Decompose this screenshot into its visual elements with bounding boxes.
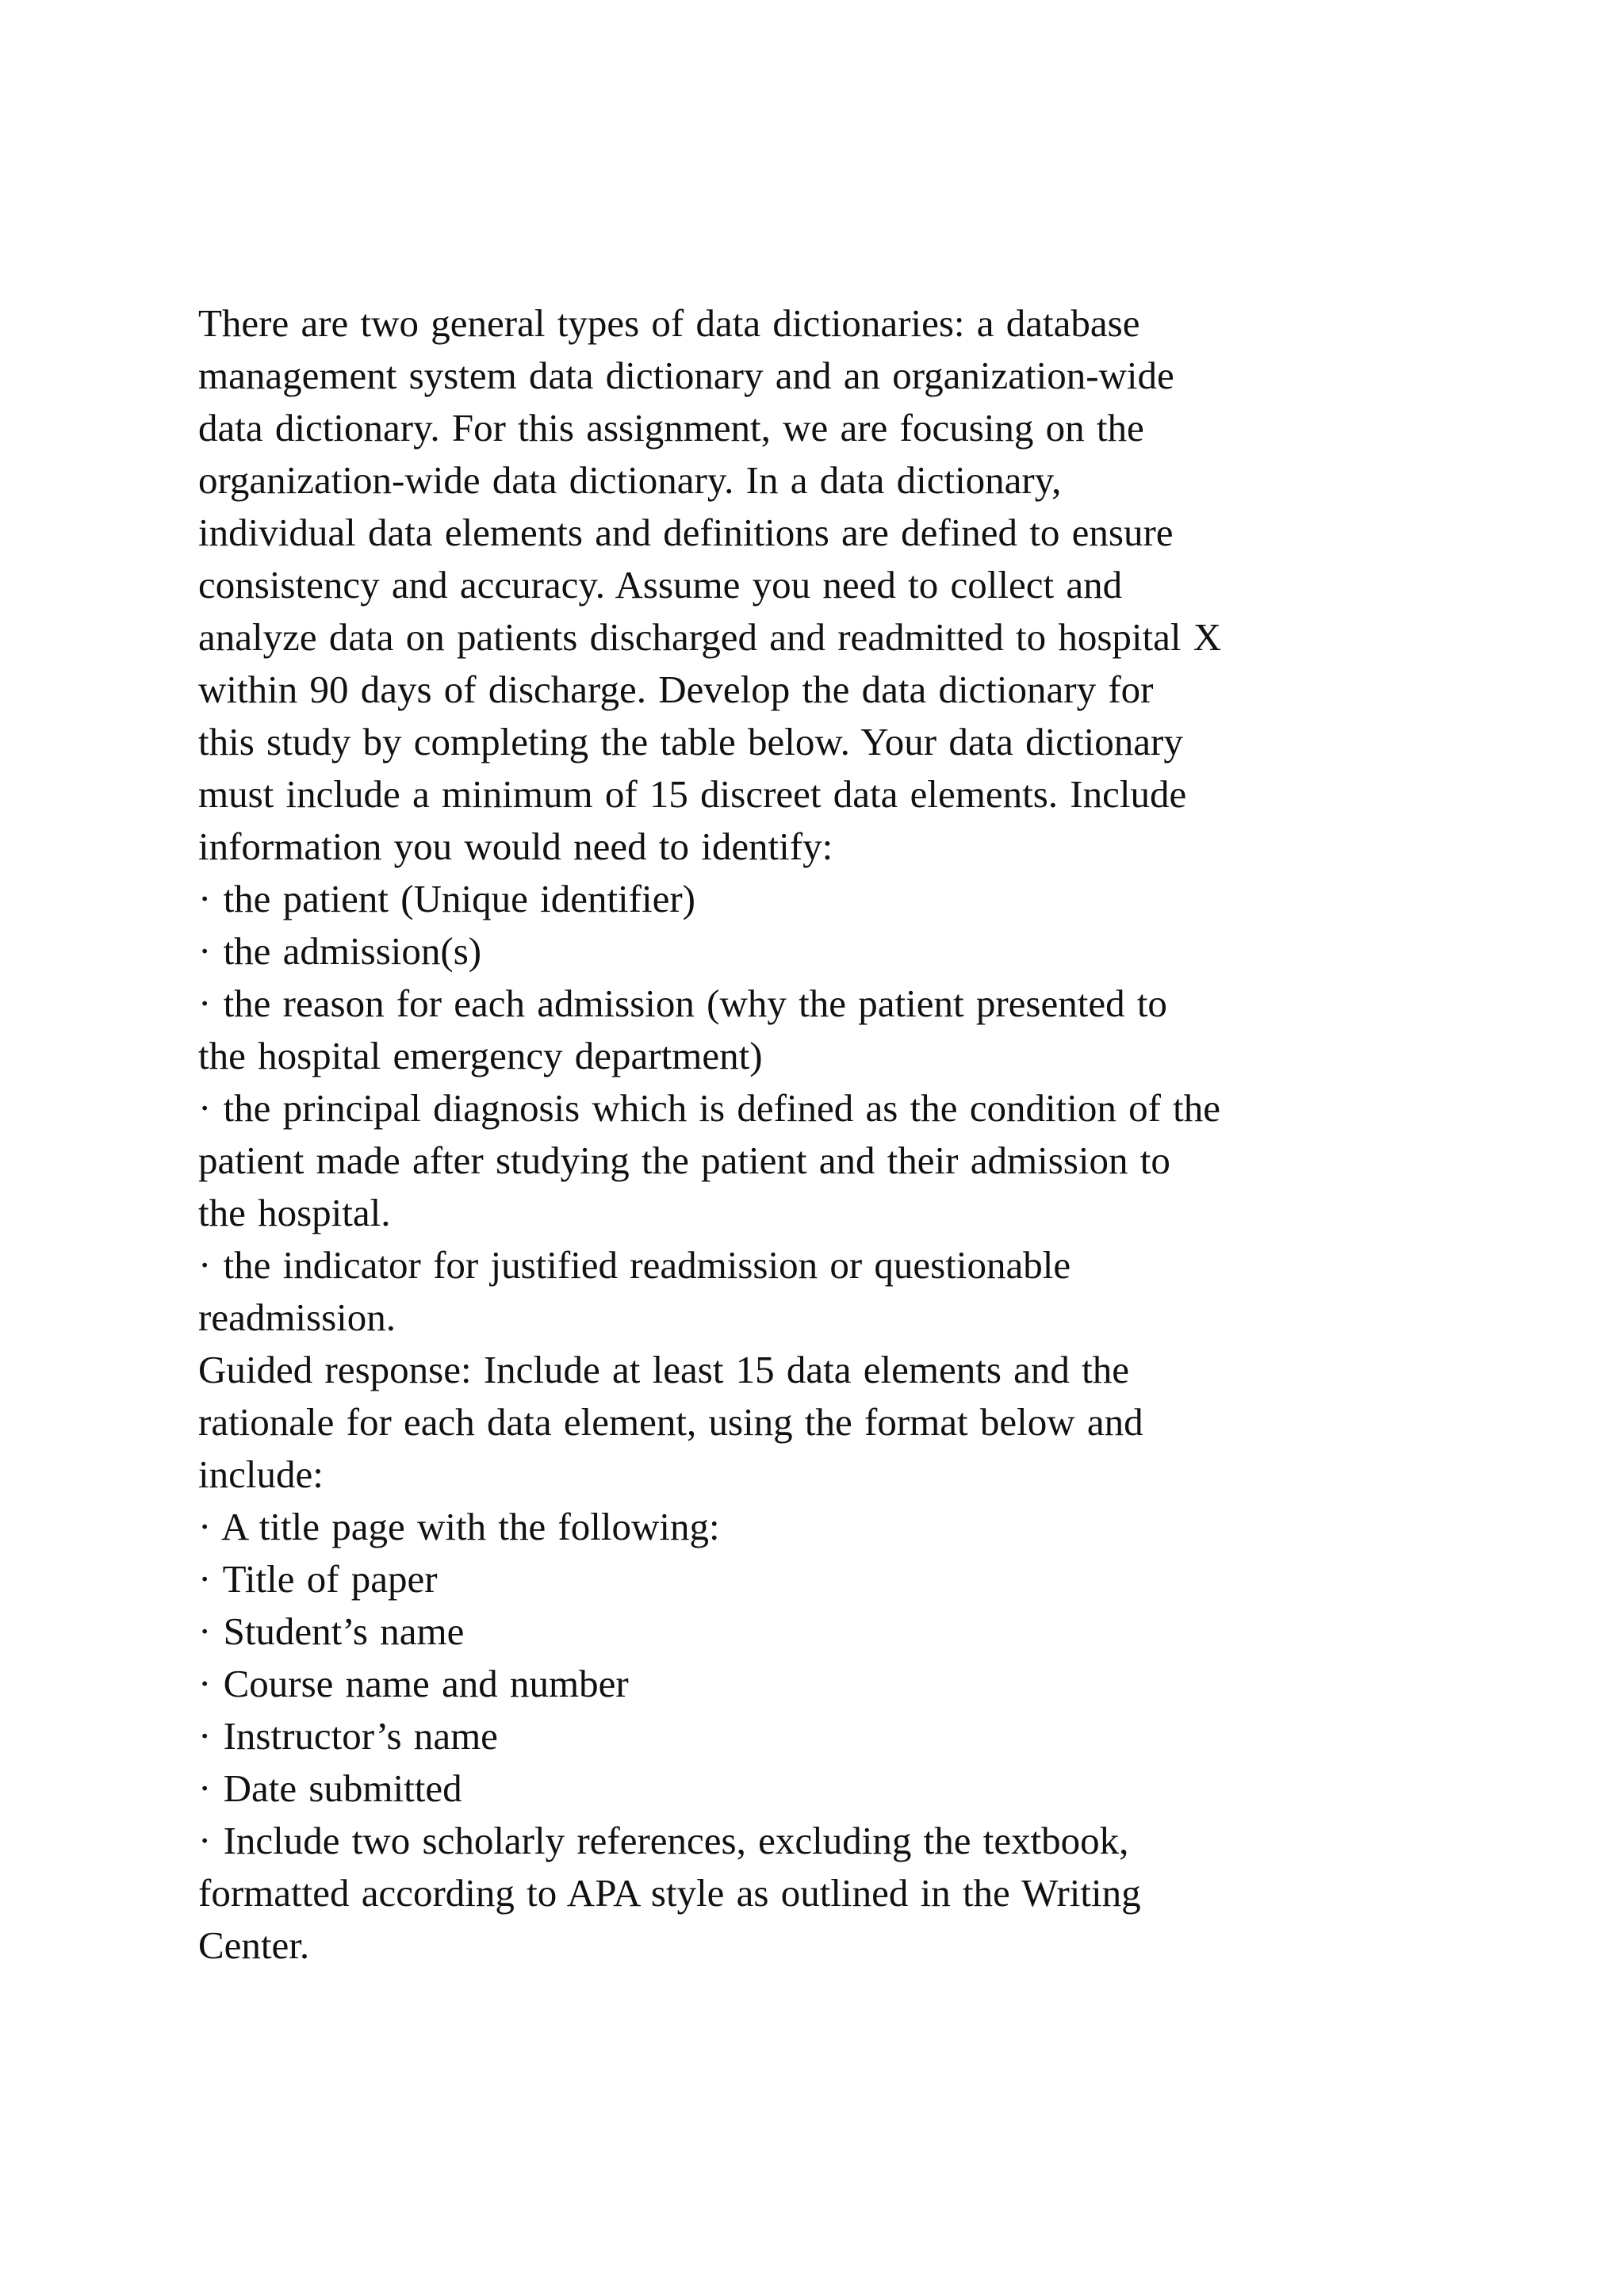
text-line: must include a minimum of 15 discreet data elements. Include: [198, 772, 1187, 816]
bullet-item: · the indicator for justified readmission or questionable: [198, 1243, 1071, 1287]
text-line: the hospital.: [198, 1191, 391, 1234]
bullet-item: · Instructor’s name: [198, 1714, 498, 1758]
text-line: within 90 days of discharge. Develop the data dictionary for: [198, 668, 1154, 711]
bullet-item: · the admission(s): [198, 929, 482, 973]
text-line: rationale for each data element, using the format below and: [198, 1400, 1143, 1444]
text-line: Center.: [198, 1923, 310, 1967]
text-line: the hospital emergency department): [198, 1034, 763, 1077]
bullet-item: · A title page with the following:: [198, 1505, 720, 1548]
text-line: consistency and accuracy. Assume you need to collect and: [198, 563, 1123, 607]
bullet-item: · the reason for each admission (why the patient presented to: [198, 982, 1167, 1025]
text-line: readmission.: [198, 1295, 396, 1339]
document-body: [198, 297, 1546, 1972]
text-line: formatted according to APA style as outlined in the Writing: [198, 1871, 1141, 1915]
text-line: patient made after studying the patient and their admission to: [198, 1138, 1170, 1182]
text-line: information you would need to identify:: [198, 825, 833, 868]
bullet-item: · Course name and number: [198, 1662, 629, 1705]
bullet-item: · Include two scholarly references, excluding the textbook,: [198, 1819, 1129, 1862]
text-line: Guided response: Include at least 15 data elements and the: [198, 1348, 1130, 1391]
bullet-item: · Date submitted: [198, 1766, 462, 1810]
text-line: include:: [198, 1452, 324, 1496]
text-line: organization-wide data dictionary. In a data dictionary,: [198, 458, 1062, 502]
bullet-item: · the principal diagnosis which is defined as the condition of the: [198, 1086, 1221, 1130]
text-line: management system data dictionary and an organization-wide: [198, 354, 1174, 397]
text-line: analyze data on patients discharged and readmitted to hospital X: [198, 615, 1222, 659]
bullet-item: · the patient (Unique identifier): [198, 877, 695, 920]
text-line: this study by completing the table below. Your data dictionary: [198, 720, 1183, 763]
bullet-item: · Title of paper: [198, 1557, 438, 1601]
text-line: data dictionary. For this assignment, we are focusing on the: [198, 406, 1144, 450]
text-line: individual data elements and definitions are defined to ensure: [198, 511, 1174, 554]
bullet-item: · Student’s name: [198, 1609, 465, 1653]
text-line: There are two general types of data dictionaries: a database: [198, 301, 1140, 345]
